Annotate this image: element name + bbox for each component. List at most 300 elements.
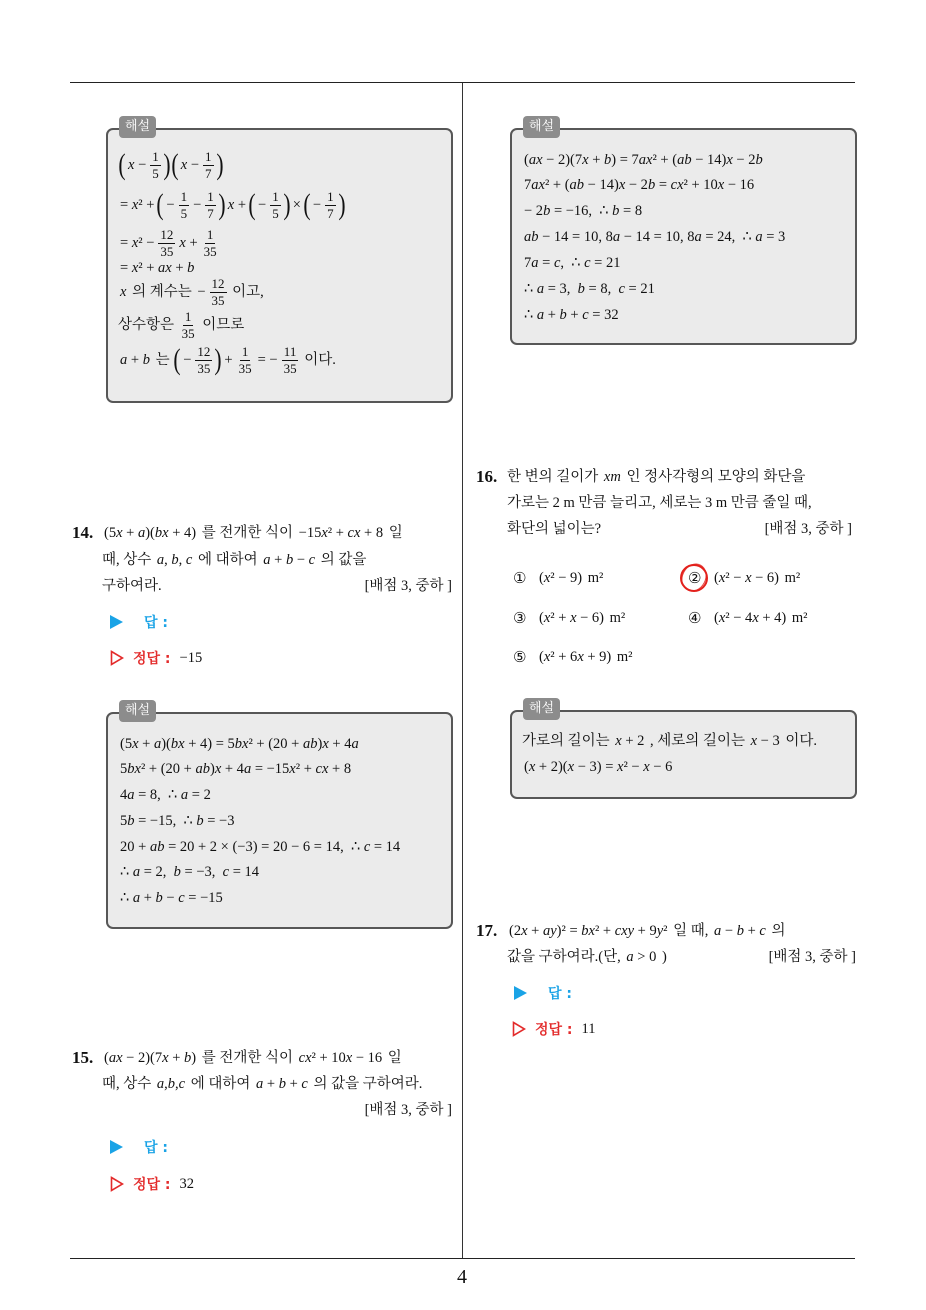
large-parenthesis: ) (337, 188, 346, 221)
fraction-numerator: 1 (327, 188, 334, 204)
page-number: 4 (457, 1266, 467, 1288)
text-run: 를 전개한 식이 (198, 1049, 297, 1066)
math-expression: 4a = 8, ∴ a = 2 (120, 786, 211, 803)
text-run: 일 (384, 1049, 402, 1066)
score-label: [배점 3, 중하 ] (768, 949, 856, 965)
math-expression: 5b = −15, ∴ b = −3 (120, 812, 235, 829)
correct-arrow-icon (110, 1176, 124, 1192)
fraction-numerator: 1 (180, 188, 188, 204)
text-run: m² (788, 609, 808, 626)
math-variable: c (670, 176, 678, 193)
math-expression: (ax − 2)(7x + b) = 7ax² + (ab − 14)x − 2b (524, 151, 763, 168)
math-expression: ∴ a = 3, b = 8, c = 21 (524, 280, 655, 297)
math-expression: 7a = c, ∴ c = 21 (524, 254, 621, 271)
solution-line (118, 885, 225, 911)
math-expression: a + b (120, 351, 150, 368)
math-expression: cx² + 10x − 16 (298, 1049, 383, 1066)
math-variable: b (187, 259, 195, 276)
solution-box (106, 703, 453, 929)
math-variable: a (531, 254, 539, 271)
math-variable: c (584, 254, 591, 271)
math-expression: 20 + ab = 20 + 2 × (−3) = 20 − 6 = 14, ∴ c = 14 (120, 838, 401, 855)
math-variable: x (305, 1049, 312, 1066)
math-expression: (ax − 2)(7x + b) (104, 1049, 197, 1066)
math-variable: b (154, 524, 163, 541)
problem-text-line (507, 516, 601, 542)
large-parenthesis: ) (214, 343, 222, 376)
correct-answer-value: 11 (581, 1020, 596, 1037)
math-expression: = x² + (120, 196, 155, 213)
math-variable: a (243, 760, 252, 777)
fraction (210, 277, 227, 308)
math-variable: a (569, 176, 577, 193)
math-expression: (2x + ay)² = bx² + cxy + 9y² (509, 922, 668, 939)
solution-line (118, 834, 402, 860)
math-expression: (x + 2)(x − 3) = x² − x − 6 (524, 758, 673, 775)
math-variable: c (553, 254, 561, 271)
fraction-numerator: 1 (206, 226, 214, 242)
text-run: 때, 상수 (102, 1075, 155, 1092)
math-variable: b (531, 228, 539, 245)
math-variable: b (127, 760, 135, 777)
fraction (195, 345, 212, 376)
problem-text-line (102, 573, 162, 599)
text-run: 의 값을 (317, 551, 367, 568)
math-variable: b (170, 735, 179, 752)
math-expression: 7ax² + (ab − 14)x − 2b = cx² + 10x − 16 (524, 176, 755, 193)
problem-number: 15. (72, 1048, 94, 1067)
large-parenthesis: ( (171, 148, 179, 181)
math-variable: a (108, 1049, 117, 1066)
text-run: 일 (385, 524, 403, 541)
correct-answer-row (110, 646, 202, 670)
solution-line (118, 731, 361, 757)
math-expression: − 2b = −16, ∴ b = 8 (524, 202, 643, 219)
fraction-denominator: 35 (283, 360, 297, 376)
math-expression: 5bx² + (20 + ab)x + 4a = −15x² + cx + 8 (120, 760, 352, 777)
option-expression (537, 650, 633, 665)
large-parenthesis: ) (163, 148, 171, 181)
text-run: 상수항은 (118, 316, 178, 333)
math-variable: a (149, 838, 158, 855)
solution-tab: 해설 (119, 700, 156, 722)
text-run: 이므로 (198, 316, 245, 333)
text-run: 를 전개한 식이 (198, 524, 297, 541)
text-run: 한 변의 길이가 (507, 468, 602, 485)
text-run: 일 때, (669, 922, 713, 939)
correct-answer-row (512, 1017, 596, 1041)
fraction-denominator: 35 (211, 292, 225, 308)
math-variable: b (559, 306, 567, 323)
math-expression: a > 0 (626, 948, 657, 965)
problem-text-line (102, 1045, 402, 1071)
fraction-numerator: 1 (184, 308, 192, 324)
problem-text-line (102, 1071, 422, 1097)
math-variable: a (626, 948, 634, 965)
math-variable: x (116, 524, 123, 541)
text-run: 이고, (228, 283, 264, 300)
math-variable: b (234, 735, 243, 752)
option-5 (513, 644, 633, 670)
math-variable: c (614, 922, 622, 939)
solution-line (118, 782, 213, 808)
math-variable: x (543, 648, 551, 665)
math-variable: c (315, 760, 322, 777)
math-variable: a (120, 351, 128, 368)
math-variable: b (142, 351, 150, 368)
answer-row (514, 981, 572, 1005)
math-variable: b (576, 176, 585, 193)
solution-line (118, 343, 336, 377)
option-2 (688, 565, 800, 591)
math-expression: a,b,c (156, 1075, 186, 1092)
math-variable: c (618, 280, 625, 297)
math-variable: x (178, 735, 185, 752)
math-variable: x (132, 735, 139, 752)
fraction-numerator: 11 (283, 343, 297, 359)
math-variable: x (242, 735, 249, 752)
math-variable: y (550, 922, 557, 939)
fraction-numerator: 1 (205, 148, 212, 164)
problem-text-line (507, 464, 805, 490)
math-variable: x (717, 176, 725, 193)
fraction (282, 345, 299, 376)
math-variable: b (184, 1049, 192, 1066)
math-variable: a (132, 889, 141, 906)
option-expression (537, 571, 603, 586)
text-run: m² (613, 648, 633, 665)
solution-line (522, 728, 817, 754)
math-expression: − (193, 196, 202, 213)
fraction-numerator: 12 (160, 226, 174, 242)
math-variable: x (615, 732, 622, 749)
large-parenthesis: ( (156, 188, 165, 221)
text-run: 이다. (300, 351, 336, 368)
math-variable: a (180, 786, 189, 803)
math-variable: x (588, 922, 595, 939)
math-variable: x (621, 922, 628, 939)
math-variable: b (577, 280, 585, 297)
solution-line (118, 859, 261, 885)
math-expression: − (312, 196, 322, 213)
large-parenthesis: ) (218, 188, 226, 221)
answer-arrow-icon (110, 615, 123, 629)
math-variable: b (157, 838, 165, 855)
math-expression: −15x² + cx + 8 (298, 524, 384, 541)
large-parenthesis: ) (215, 148, 224, 181)
math-variable: a (714, 922, 722, 939)
text-run: 가로의 길이는 (522, 732, 614, 749)
math-variable: b (310, 735, 318, 752)
answer-label: 답 : (144, 615, 168, 631)
score-label: [배점 3, 중하 ] (364, 1102, 452, 1118)
math-variable: b (155, 889, 163, 906)
answer-row (110, 610, 168, 634)
math-expression: ∴ a + b + c = 32 (524, 306, 619, 323)
problem-number: 16. (476, 467, 498, 486)
math-expression: x + (227, 196, 247, 213)
text-run: 에 대하여 (187, 1075, 254, 1092)
text-run: 는 (151, 351, 174, 368)
fraction-numerator: 1 (207, 188, 214, 204)
text-run: 화단의 넓이는? (507, 520, 602, 537)
math-variable: a (302, 735, 311, 752)
math-variable: x (677, 176, 684, 193)
math-variable: c (178, 1075, 186, 1092)
math-variable: b (127, 812, 135, 829)
math-expression: a − b + c (714, 922, 766, 939)
math-variable: x (131, 259, 139, 276)
math-expression: = − (257, 351, 278, 368)
option-number: ② (688, 569, 702, 587)
math-variable: x (726, 151, 733, 168)
fraction-denominator: 7 (207, 205, 214, 221)
math-expression: (x² − 9) (539, 569, 583, 586)
math-expression: − (166, 196, 175, 213)
math-variable: c (185, 551, 193, 568)
math-expression: (x² + 6x + 9) (539, 648, 612, 665)
option-number: ⑤ (513, 648, 527, 666)
fraction-denominator: 5 (180, 205, 188, 221)
math-variable: a (127, 786, 135, 803)
solution-line (522, 250, 622, 276)
math-variable: b (612, 202, 620, 219)
math-variable: c (347, 524, 354, 541)
math-expression: = x² − (120, 234, 155, 251)
math-variable: x (321, 524, 328, 541)
solution-box (510, 701, 857, 799)
fraction (203, 150, 214, 181)
math-variable: b (755, 151, 763, 168)
fraction (205, 190, 216, 221)
math-variable: c (308, 551, 316, 568)
fraction-denominator: 7 (205, 165, 212, 181)
math-variable: x (643, 758, 650, 775)
large-parenthesis: ( (118, 148, 126, 181)
solution-line (118, 188, 346, 222)
math-expression: ab − 14 = 10, 8a − 14 = 10, 8a = 24, ∴ a = 3 (524, 228, 786, 245)
math-variable: a (536, 280, 545, 297)
math-variable: a (351, 735, 359, 752)
score-label: [배점 3, 중하 ] (364, 578, 452, 594)
solution-line (522, 172, 756, 198)
math-variable: x (543, 609, 551, 626)
math-expression: x + 2 (615, 732, 645, 749)
math-expression (120, 285, 126, 300)
fraction (237, 345, 254, 376)
math-variable: a (156, 551, 165, 568)
math-variable: x (116, 1049, 123, 1066)
math-variable: a (158, 259, 166, 276)
math-variable: c (178, 889, 185, 906)
math-variable: x (162, 524, 169, 541)
math-variable: b (647, 176, 656, 193)
solution-line (522, 224, 787, 250)
math-variable: x (538, 176, 545, 193)
math-variable: a (132, 863, 141, 880)
math-expression: − (197, 283, 206, 300)
fraction (202, 228, 219, 259)
answer-arrow-icon (110, 1140, 123, 1154)
math-variable: a (755, 228, 763, 245)
fraction (325, 190, 336, 221)
math-variable: x (165, 259, 172, 276)
text-run: 에 대하여 (194, 551, 262, 568)
text-run: 구하여라. (102, 577, 162, 594)
math-expression: − (183, 351, 192, 368)
math-expression: ∴ a = 2, b = −3, c = 14 (120, 863, 260, 880)
fraction-denominator: 5 (152, 165, 159, 181)
large-parenthesis: ( (303, 188, 311, 221)
math-variable: a (694, 228, 702, 245)
math-variable: c (301, 1075, 308, 1092)
solution-line (118, 756, 353, 782)
math-variable: x (718, 569, 726, 586)
math-variable: b (604, 151, 612, 168)
fraction-numerator: 1 (272, 188, 279, 204)
math-variable: a (612, 228, 621, 245)
solution-line (118, 148, 224, 182)
text-run: 값을 구하여라.(단, (507, 948, 625, 965)
math-variable: c (298, 1049, 306, 1066)
text-run: 가로는 2 m 만큼 늘리고, 세로는 3 m 만큼 줄일 때, (507, 494, 812, 511)
math-variable: a (256, 1075, 264, 1092)
large-parenthesis: ( (173, 343, 181, 376)
math-variable: x (120, 283, 127, 300)
fraction-denominator: 7 (327, 205, 334, 221)
problem-text-line (102, 547, 366, 573)
fraction-denominator: 35 (197, 360, 211, 376)
solution-line (118, 308, 244, 342)
fraction-denominator: 5 (272, 205, 279, 221)
math-variable: x (718, 609, 726, 626)
math-variable: x (617, 758, 624, 775)
answer-label: 답 : (548, 986, 572, 1002)
solution-line (522, 276, 657, 302)
solution-box (510, 119, 857, 345)
text-run: m² (606, 609, 626, 626)
math-variable: x (745, 569, 752, 586)
math-variable: a (536, 306, 545, 323)
math-variable: a (263, 551, 271, 568)
solution-line (522, 754, 674, 780)
fraction-denominator: 35 (238, 360, 252, 376)
math-expression: a + b − c (263, 551, 316, 568)
math-expression: ∴ a + b − c = −15 (120, 889, 223, 906)
math-variable: x (618, 176, 626, 193)
math-expression: (5x + a)(bx + 4) (104, 524, 197, 541)
solution-box (106, 119, 453, 403)
math-variable: y (656, 922, 664, 939)
correct-arrow-icon (512, 1021, 526, 1037)
correct-answer-row (110, 1172, 194, 1196)
problem-text-line (102, 520, 403, 546)
option-expression (537, 611, 625, 626)
math-expression: x − 3 (750, 732, 780, 749)
problem-text-line (507, 918, 786, 944)
solution-line (522, 302, 621, 328)
text-run: 때, 상수 (102, 551, 155, 568)
column-divider (462, 83, 463, 1258)
math-variable: b (581, 922, 589, 939)
math-variable: b (167, 1075, 176, 1092)
large-parenthesis: ( (248, 188, 256, 221)
answer-label: 답 : (144, 1140, 168, 1156)
math-variable: x (162, 1049, 169, 1066)
math-variable: x (543, 569, 551, 586)
large-parenthesis: ) (283, 188, 291, 221)
math-variable: a (156, 1075, 165, 1092)
fraction (150, 150, 161, 181)
fraction (179, 190, 190, 221)
answer-arrow-icon (514, 986, 527, 1000)
math-variable: c (582, 306, 589, 323)
text-run: 인 정사각형의 모양의 화단을 (622, 468, 806, 485)
solution-line (522, 198, 644, 224)
option-4 (688, 605, 808, 631)
math-variable: x (567, 758, 575, 775)
math-variable: b (173, 863, 181, 880)
math-expression: − (258, 196, 267, 213)
math-variable: x (582, 151, 589, 168)
option-1 (513, 565, 603, 591)
correct-answer-label: 정답 : (133, 1177, 171, 1193)
math-variable: c (363, 838, 371, 855)
math-variable: x (353, 524, 361, 541)
math-variable: b (684, 151, 692, 168)
math-expression: x − (180, 156, 199, 173)
math-variable: x (750, 732, 758, 749)
math-variable: x (536, 151, 543, 168)
text-run: m² (781, 569, 801, 586)
math-expression: (x² − x − 6) (714, 569, 780, 586)
text-run: 의 계수는 (128, 283, 196, 300)
math-variable: x (128, 156, 135, 173)
solution-tab: 해설 (523, 116, 560, 138)
problem-text-line (507, 490, 812, 516)
fraction-numerator: 1 (241, 343, 249, 359)
correct-answer-label: 정답 : (133, 651, 171, 667)
fraction-numerator: 12 (211, 275, 225, 291)
fraction-denominator: 35 (160, 243, 174, 259)
math-variable: b (196, 812, 204, 829)
solution-line (118, 275, 264, 309)
fraction-denominator: 35 (203, 243, 217, 259)
math-variable: x (322, 735, 329, 752)
math-variable: b (543, 202, 551, 219)
math-variable: b (278, 1075, 286, 1092)
math-variable: a (677, 151, 685, 168)
text-run: 의 (767, 922, 786, 939)
math-variable: b (202, 760, 210, 777)
math-variable: x (131, 196, 139, 213)
fraction-numerator: 12 (197, 343, 211, 359)
math-variable: x (521, 922, 528, 939)
text-run: ) (658, 948, 667, 965)
problem-number: 14. (72, 523, 94, 542)
math-variable: a (528, 151, 537, 168)
option-number: ① (513, 569, 527, 587)
option-number: ③ (513, 609, 527, 627)
math-variable: b (285, 551, 294, 568)
bottom-rule (70, 1258, 855, 1259)
math-variable: m (610, 468, 621, 485)
math-expression: = x² + ax + b (120, 259, 195, 276)
correct-answer-value: 32 (179, 1175, 195, 1192)
math-variable: x (752, 609, 759, 626)
answer-row (110, 1135, 168, 1159)
math-variable: x (321, 760, 329, 777)
